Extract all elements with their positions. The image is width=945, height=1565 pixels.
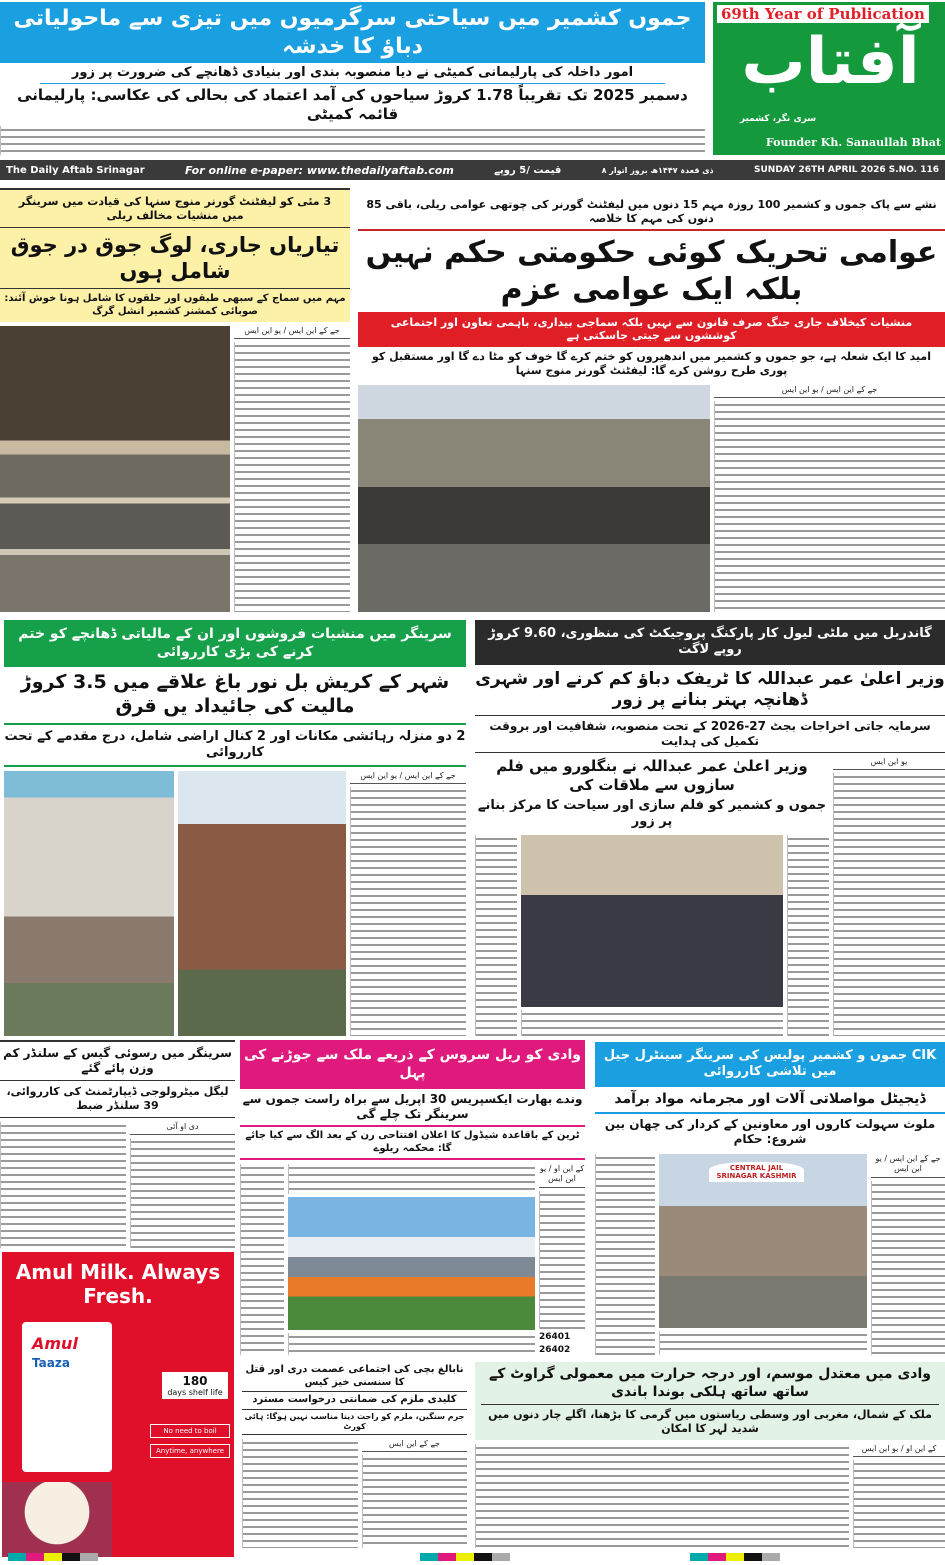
jail-subheadline-2: ملوث سہولت کاروں اور معاونین کے کردار کی چھان بین شروع: حکام <box>604 1117 936 1146</box>
color-registration-marks-center <box>420 1553 510 1561</box>
rail-body-text-bottom <box>288 1333 535 1355</box>
jail-body-text-right <box>871 1181 945 1355</box>
shelf-life-badge <box>162 1372 228 1399</box>
epaper-link[interactable]: For online e-paper: www.thedailyaftab.com <box>184 163 454 177</box>
founder-name: Founder Kh. Sanaullah Bhat <box>765 136 941 149</box>
rail-body-text-right <box>539 1191 585 1329</box>
weather-subheadline: ملک کے شمال، مغربی اور وسطی ریاستوں میں گرمی کا بڑھنا، اگلے چار دنوں میں شدید لہر کا امکان <box>488 1408 932 1435</box>
drugs-body-text <box>350 787 466 1036</box>
train-photo <box>288 1197 535 1330</box>
color-registration-marks-left <box>8 1553 98 1561</box>
court-story <box>242 1362 467 1548</box>
jail-caption-text <box>659 1331 867 1355</box>
lead-rally-photo <box>358 385 710 613</box>
gas-headline: سرینگر میں رسوئی گیس کے سلنڈر کم وزن پائے گئے <box>0 1042 235 1081</box>
weather-box <box>475 1362 945 1440</box>
court-body-text <box>242 1439 358 1549</box>
film-headline-2: جموں و کشمیر کو فلم سازی اور سیاحت کا مرکز بنانے پر زور <box>477 797 827 829</box>
masthead-tagline: سری نگر، کشمیر <box>739 114 817 124</box>
drugs-headline: شہر کے کریش بل نور باغ علاقے میں 3.5 کروڑ مالیت کی جائیداد یں قرق <box>4 667 466 725</box>
court-subheadline-1: کلیدی ملزم کی ضمانتی درخواست مسترد <box>242 1392 467 1410</box>
info-bar <box>0 160 945 180</box>
ad-shelf-days: 180 <box>182 1374 208 1388</box>
rail-header: وادی کو ریل سروس کے ذریعے ملک سے جوڑنے کی پہل <box>240 1040 585 1089</box>
parking-body-text <box>833 773 945 1036</box>
rally-byline: جے کے این ایس / یو این ایس <box>234 326 350 339</box>
lead-red-bar: منشیات کیخلاف جاری جنگ صرف قانون سے نہیں بلکہ سماجی بیداری، باہمی تعاون اور اجتماعی کوششوں سے جیتی جاسکتی ہے <box>358 312 945 348</box>
newspaper-logo: آفتاب <box>741 25 920 99</box>
rally-box <box>0 188 350 322</box>
lead-kicker: نشے سے پاک جموں و کشمیر 100 روزہ مہم 15 دنوں میں لیفٹنٹ گورنر کی چوتھی عوامی ریلی، باقی 85 دنوں کی مہم کا خلاصہ <box>358 190 945 231</box>
drugs-house-photo-2 <box>178 771 346 1036</box>
parking-headline: وزیر اعلیٰ عمر عبداللہ کا ٹریفک دباؤ کم کرنے اور شہری ڈھانچہ بہتر بنانے پر زور <box>475 665 945 717</box>
rally-kicker: 3 مئی کو لیفٹنٹ گورنر منوج سنہا کی قیادت میں سرینگر میں منشیات مخالف ریلی <box>0 190 350 228</box>
weather-byline: کے این او / یو این ایس <box>853 1444 945 1457</box>
jail-byline: جے کے این ایس / یو این ایس <box>871 1154 945 1178</box>
amul-milk-pack <box>22 1322 112 1472</box>
rail-subheadline-2: ٹرین کے باقاعدہ شیڈول کا اعلان افتتاحی رن کے بعد الگ سے کیا جائے گا: محکمہ ریلوے <box>240 1127 585 1160</box>
parking-byline: یو این ایس <box>833 757 945 770</box>
rally-subheadline: مہم میں سماج کے سبھی طبقوں اور حلقوں کا شامل ہونا خوش آئند: صوبائی کمشنر کشمیر انشل گرگ <box>4 293 346 317</box>
gas-subheadline: لیگل میٹرولوجی ڈیپارٹمنٹ کی کارروائی، 39 سلنڈر ضبط <box>0 1081 235 1118</box>
rally-body-text <box>234 342 350 612</box>
gas-story <box>0 1040 235 1248</box>
weather-body-text <box>475 1444 849 1549</box>
cereal-bowl-image <box>2 1482 112 1557</box>
lead-byline: جے کے این ایس / یو این ایس <box>714 385 945 398</box>
weather-headline: وادی میں معتدل موسم، اور درجہ حرارت میں معمولی گراوٹ کے ساتھ ساتھ ہلکی بوندا باندی <box>481 1366 939 1405</box>
train-number-1: 26401 <box>539 1332 571 1342</box>
lead-story <box>358 190 945 612</box>
rail-body-text-left <box>240 1164 284 1355</box>
jail-subheadline-1: ڈیجیٹل مواصلاتی آلات اور مجرمانہ مواد برآمد <box>595 1087 945 1115</box>
paper-name: The Daily Aftab Srinagar <box>6 164 145 176</box>
ad-badge-anytime: Anytime, anywhere <box>150 1444 230 1458</box>
film-body-text-right <box>787 835 829 1036</box>
parking-subheadline: سرمایہ جاتی اخراجات بجٹ 27-2026 کے تحت منصوبہ، شفافیت اور بروقت تکمیل کی ہدایت <box>475 716 945 753</box>
drugs-house-photo-1 <box>4 771 174 1036</box>
weather-story <box>475 1362 945 1548</box>
color-registration-marks-right <box>690 1553 780 1561</box>
film-meeting-photo <box>521 835 783 1007</box>
hijri-date: ۸ ذی قعدہ ۱۴۴۷ھ بروز اتوار <box>601 165 714 175</box>
drugs-story <box>4 620 466 1036</box>
lead-subheadline: امید کا ایک شعلہ ہے، جو جموں و کشمیر میں اندھیروں کو ختم کرے گا خوف کو مٹا دے گا اور مستقبل کو پوری طرح روشن کرے گا: لیفٹنٹ گورنر منوج سنہا <box>371 350 932 377</box>
jail-sign: CENTRAL JAIL SRINAGAR KASHMIR <box>709 1162 804 1182</box>
ad-product: Taaza <box>32 1356 70 1370</box>
ad-brand: Amul <box>32 1334 78 1353</box>
amul-advertisement[interactable] <box>2 1252 234 1557</box>
drugs-byline: جے کے این ایس / یو این ایس <box>350 771 466 784</box>
gas-byline: دی او آئی <box>130 1122 235 1135</box>
jail-body-text-left <box>595 1154 655 1355</box>
drugs-header: سرینگر میں منشیات فروشوں اور ان کے مالیاتی ڈھانچے کو ختم کرنے کی بڑی کارروائی <box>4 620 466 667</box>
court-byline: جے کے این ایس <box>362 1439 467 1452</box>
jail-story <box>595 1042 945 1355</box>
court-headline: نابالغ بچی کی اجتماعی عصمت دری اور قتل کا سنسنی خیز کیس <box>242 1362 467 1392</box>
top-story-teaser-text <box>0 126 705 155</box>
drugs-subheadline: 2 دو منزلہ رہائشی مکانات اور 2 کنال اراضی شامل، درج مقدمے کے تحت کارروائی <box>4 725 466 768</box>
weather-body-text-right <box>853 1460 945 1548</box>
parking-header: گاندربل میں ملٹی لیول کار پارکنگ پروجیکٹ کی منظوری، 9.60 کروڑ روپے لاگت <box>475 620 945 665</box>
film-headline-1: وزیر اعلیٰ عمر عبداللہ نے بنگلورو میں فلم سازوں سے ملاقات کی <box>496 757 808 794</box>
top-subheadline-1: امور داخلہ کی پارلیمانی کمیٹی نے دیا منصوبہ بندی اور بنیادی ڈھانچے کی ضرورت پر زور <box>40 63 665 84</box>
court-body-text-right <box>362 1455 467 1548</box>
rail-subheadline-1: وندے بھارت ایکسپریس 30 اپریل سے براہ راست جموں سے سرینگر تک چلے گی <box>240 1089 585 1127</box>
train-number-2: 26402 <box>539 1345 571 1355</box>
top-story <box>0 2 705 155</box>
gas-body-text-right <box>130 1138 235 1248</box>
lead-body-text <box>714 401 945 612</box>
film-caption-text <box>521 1010 783 1036</box>
ad-headline: Amul Milk. Always Fresh. <box>15 1260 221 1308</box>
rally-story <box>0 188 350 612</box>
price: قیمت /5 روپے <box>494 164 562 176</box>
jail-header: CIK جموں و کشمیر پولیس کی سرینگر سینٹرل جیل میں تلاشی کارروائی <box>595 1042 945 1087</box>
masthead <box>713 2 945 155</box>
top-subheadline-2: دسمبر 2025 تک تقریباً 1.78 کروڑ سیاحوں کی آمد اعتماد کی بحالی کی عکاسی: پارلیمانی قائمہ کمیٹی <box>17 86 688 123</box>
year-of-publication: 69th Year of Publication <box>717 5 929 23</box>
rail-story <box>240 1040 585 1355</box>
film-story <box>475 757 829 1036</box>
ad-badge-boil: No need to boil <box>150 1424 230 1438</box>
top-headline-banner: جموں کشمیر میں سیاحتی سرگرمیوں میں تیزی سے ماحولیاتی دباؤ کا خدشہ <box>0 2 705 63</box>
ad-shelf-label: days shelf life <box>167 1388 223 1397</box>
issue-date: SUNDAY 26TH APRIL 2026 S.NO. 116 <box>754 165 939 175</box>
parking-story <box>475 620 945 1036</box>
central-jail-photo <box>659 1154 867 1328</box>
rail-body-text-top <box>288 1164 535 1194</box>
court-subheadline-2: جرم سنگین، ملزم کو راحت دینا مناسب نہیں ہوگا: ہائی کورٹ <box>242 1410 467 1435</box>
gas-body-text <box>0 1122 126 1249</box>
film-body-text-left <box>475 835 517 1036</box>
rally-headline: تیاریاں جاری، لوگ جوق در جوق شامل ہوں <box>0 228 350 290</box>
lead-headline: عوامی تحریک کوئی حکومتی حکم نہیں بلکہ ایک عوامی عزم <box>365 234 938 307</box>
rally-meeting-photos <box>0 326 230 612</box>
rail-byline: کے این او / یو این ایس <box>539 1164 585 1188</box>
